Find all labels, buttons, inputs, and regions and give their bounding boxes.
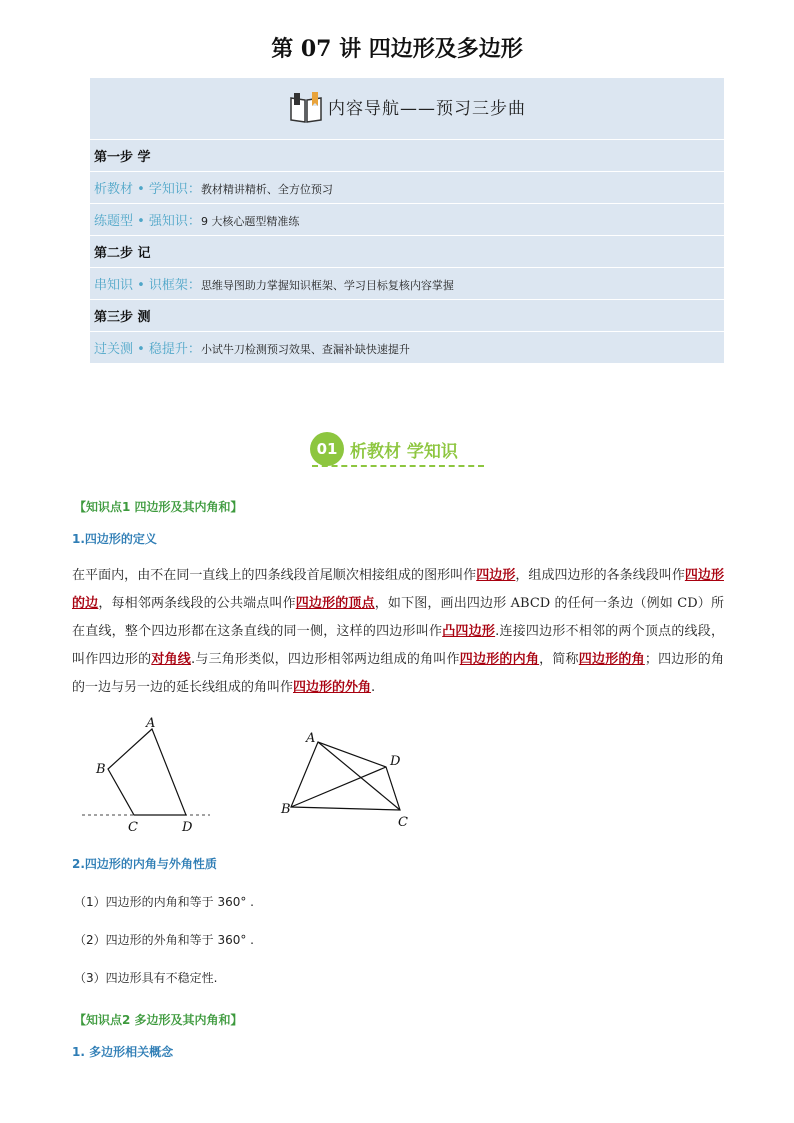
vertex-label: D (390, 754, 401, 769)
text: ；四边形的角的一边与另一边的延长线组成的角叫作 (72, 652, 724, 695)
text: ，简称 (539, 652, 579, 667)
nav-row-desc: 思维导图助力掌握知识框架、学习目标复核内容掌握 (200, 278, 454, 292)
property-item: （2）四边形的外角和等于 360° . (74, 933, 254, 947)
vertex-label: C (128, 820, 138, 835)
text: . (371, 680, 376, 695)
nav-row-key: 析教材 • 学知识： (94, 181, 201, 197)
term: 四边形的边 (72, 568, 724, 611)
section-number-badge: 01 (310, 432, 344, 466)
knowledge-point-heading: 【知识点1 四边形及其内角和】 (74, 500, 243, 514)
term: 四边形的外角 (293, 680, 372, 695)
knowledge-point-heading: 【知识点2 多边形及其内角和】 (74, 1013, 243, 1027)
nav-row-key: 串知识 • 识框架： (94, 277, 201, 293)
vertex-label: B (281, 802, 291, 817)
page-title: 第 07 讲 四边形及多边形 (271, 36, 523, 62)
nav-row-key: 过关测 • 稳提升： (94, 341, 201, 357)
vertex-label: A (146, 716, 156, 731)
nav-header: 内容导航——预习三步曲 (328, 99, 526, 120)
section-heading (310, 432, 458, 466)
property-item: （1）四边形的内角和等于 360° . (74, 895, 254, 909)
step-three-label: 第三步 测 (94, 309, 151, 325)
nav-row-desc: 小试牛刀检测预习效果、查漏补缺快速提升 (200, 342, 410, 356)
vertex-label: B (96, 762, 106, 777)
vertex-label: D (182, 820, 193, 835)
text: 在平面内，由不在同一直线上的四条线段首尾顺次相接组成的图形叫作 (72, 568, 477, 583)
text: ，如下图，画出四边形 ABCD 的任何一条边（例如 CD）所在直线，整个四边形都在这条直线的同一侧，这样的四边形叫作 (72, 596, 724, 639)
book-icon (288, 90, 324, 124)
subsection-heading: 2.四边形的内角与外角性质 (72, 857, 217, 871)
step-two-label: 第二步 记 (94, 245, 151, 261)
section-underline (312, 465, 484, 467)
definition-paragraph (72, 562, 724, 702)
step-one-label: 第一步 学 (94, 149, 151, 165)
term: 四边形的顶点 (295, 596, 375, 611)
text: .连接四边形不相邻的两个顶点的线段，叫作四边形的 (72, 624, 724, 667)
vertex-label: A (306, 731, 316, 746)
content-navigation-table (90, 78, 724, 364)
vertex-label: C (398, 815, 408, 830)
term: 对角线 (151, 652, 191, 667)
term: 四边形的角 (578, 652, 645, 667)
convex-quadrilateral-figure (70, 705, 230, 835)
section-title: 析教材 学知识 (350, 441, 458, 462)
text: ，组成四边形的各条线段叫作 (515, 568, 685, 583)
subsection-heading: 1.四边形的定义 (72, 532, 157, 546)
nav-row-desc: 9 大核心题型精准练 (200, 214, 300, 228)
property-item: （3）四边形具有不稳定性. (74, 971, 218, 985)
nav-row-key: 练题型 • 强知识： (94, 213, 201, 229)
quadrilateral-diagonals-figure (278, 725, 418, 835)
term: 四边形的内角 (459, 652, 540, 667)
text: ，每相邻两条线段的公共端点叫作 (98, 596, 296, 611)
term: 凸四边形 (442, 624, 496, 639)
text: .与三角形类似，四边形相邻两边组成的角叫作 (191, 652, 460, 667)
subsection-heading: 1. 多边形相关概念 (72, 1045, 174, 1059)
term: 四边形 (476, 568, 516, 583)
nav-row-desc: 教材精讲精析、全方位预习 (200, 182, 333, 196)
